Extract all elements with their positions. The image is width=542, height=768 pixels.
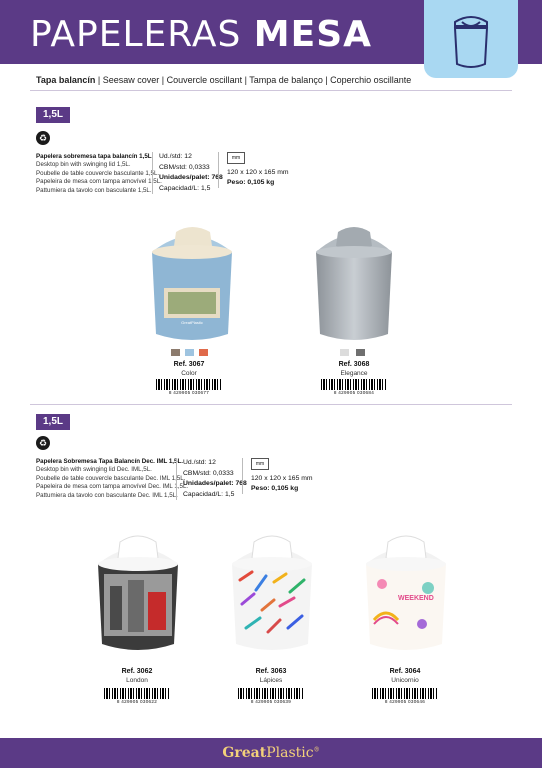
box-dimension-icon: mm <box>251 458 269 470</box>
color-swatch-blue <box>185 349 194 356</box>
barcode-bars <box>321 379 387 390</box>
packaging-specs: Ud./std: 12 CBM/std: 0,0333 Unidades/palet: 768 Capacidad/L: 1,5 <box>152 152 223 194</box>
page-title: PAPELERAS MESA <box>30 14 372 55</box>
barcode: 8 429905 030639 <box>238 688 304 704</box>
product-variant: Color <box>181 370 197 377</box>
product-variant: Unicornio <box>391 677 419 684</box>
product-label-text: GreatPlastic <box>181 320 203 325</box>
divider <box>30 90 512 91</box>
recycle-icon: ♻ <box>36 131 50 145</box>
product-ref: Ref. 3063 <box>255 668 287 675</box>
capacity-badge: 1,5L <box>36 107 70 123</box>
print-text: WEEKEND <box>398 595 434 602</box>
product-image-3068 <box>308 222 400 344</box>
capacity-badge: 1,5L <box>36 414 70 430</box>
color-swatch-orange <box>199 349 208 356</box>
product-image-3067 <box>146 222 238 344</box>
barcode-bars <box>238 688 304 699</box>
product-image-3064 <box>360 530 452 654</box>
product-image-3063 <box>226 530 318 654</box>
color-swatch-dark-grey <box>356 349 365 356</box>
color-swatch-light-grey <box>340 349 349 356</box>
page-footer <box>0 738 542 768</box>
barcode-bars <box>104 688 170 699</box>
dimensions-block: mm 120 x 120 x 165 mm Peso: 0,105 kg <box>218 152 289 188</box>
product-ref: Ref. 3067 <box>173 361 205 368</box>
product-image-3062 <box>92 530 184 654</box>
box-dimension-icon: mm <box>227 152 245 164</box>
product-variant: Elegance <box>340 370 368 377</box>
swing-lid-bin-icon <box>452 8 490 70</box>
header-icon-box <box>424 0 518 78</box>
product-variant: Lápices <box>259 677 283 684</box>
product-description: Papelera sobremesa tapa balancín 1,5L. Desktop bin with swinging lid 1,5L. Poubelle de table couvercle basculante 1,5L. Papeleira de mesa com tampa amovível 1,5L. Pattumiera da tavolo con basculante 1,5L. <box>36 153 162 194</box>
product-ref: Ref. 3068 <box>338 361 370 368</box>
barcode: 8 429905 030622 <box>104 688 170 704</box>
subtitle-languages: Tapa balancín | Seesaw cover | Couvercle oscillant | Tampa de balanço | Coperchio oscillante <box>36 75 412 85</box>
brand-logo: GreatPlastic® <box>222 745 320 761</box>
product-ref: Ref. 3064 <box>389 668 421 675</box>
barcode-bars <box>372 688 438 699</box>
barcode: 8 429905 030684 <box>321 379 387 395</box>
barcode: 8 429905 030677 <box>156 379 222 395</box>
divider <box>30 404 512 405</box>
barcode-bars <box>156 379 222 390</box>
product-ref: Ref. 3062 <box>121 668 153 675</box>
recycle-icon: ♻ <box>36 436 50 450</box>
color-swatch-brown <box>171 349 180 356</box>
barcode: 8 429905 030646 <box>372 688 438 704</box>
product-description: Papelera Sobremesa Tapa Balancín Dec. IML 1,5L. Desktop bin with swinging lid Dec. IML,5L. Poubelle de table couvercle basculante Dec. IML 1,5L. Papeleira de mesa com tampa amovível Dec. IML 1,5L. Pattumiera da tavolo con basculante Dec. IML 1,5L. <box>36 458 189 499</box>
dimensions-block: mm 120 x 120 x 165 mm Peso: 0,105 kg <box>242 458 313 494</box>
product-variant: London <box>126 677 148 684</box>
packaging-specs: Ud./std: 12 CBM/std: 0,0333 Unidades/palet: 768 Capacidad/L: 1,5 <box>176 458 247 500</box>
